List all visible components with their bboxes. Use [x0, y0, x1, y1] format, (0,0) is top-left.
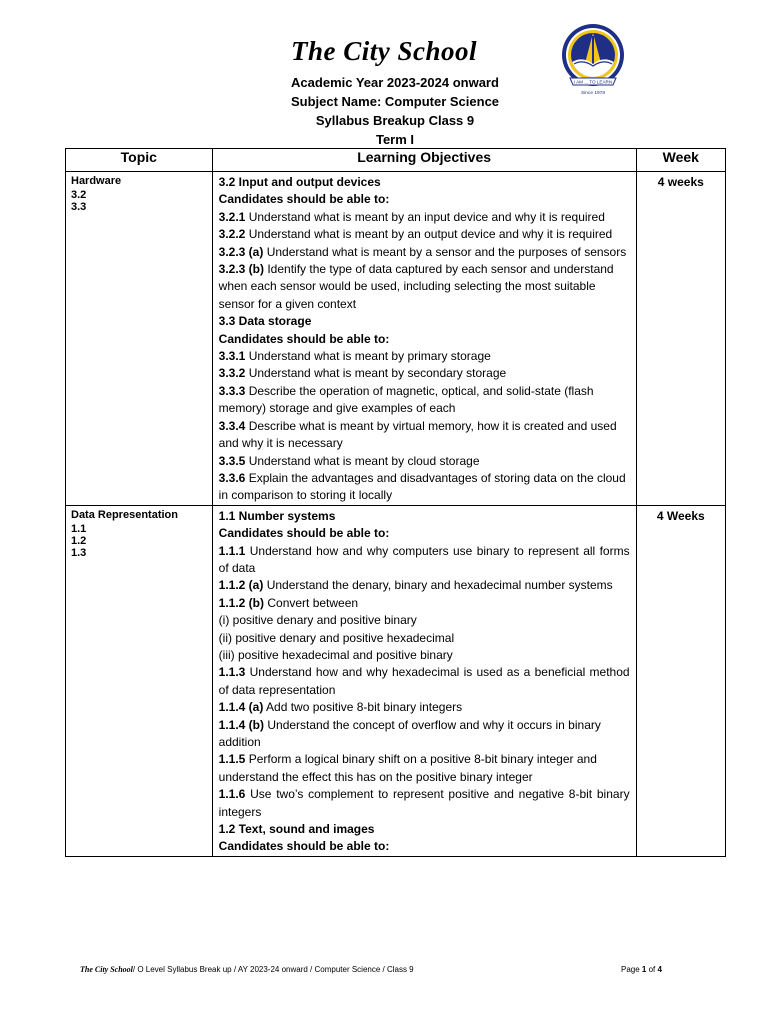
- topic-name: Data Representation: [71, 508, 178, 521]
- objective-text: Identify the type of data captured by each sensor and understand when each sensor would be used, including selecting the most suitable sensor for a given context: [218, 262, 614, 311]
- objective-text: Perform a logical binary shift on a positive 8-bit binary integer and understand the effect this has on the positive binary integer: [218, 752, 597, 784]
- objective-code: 3.3.3: [218, 383, 246, 398]
- objective-heading: [219, 525, 630, 542]
- objective-code: Candidates should be able to:: [218, 331, 390, 346]
- objective-text: Understand what is meant by an output device and why it is required: [245, 227, 613, 242]
- objective-text: Convert between: [264, 595, 359, 610]
- syllabus-table: [65, 148, 726, 857]
- objective-code: 3.2.3 (b): [218, 262, 265, 277]
- topic-code: 3.2: [71, 189, 87, 201]
- school-title: The City School: [290, 36, 477, 66]
- objective-text: Understand how and why computers use binary to represent all forms of data: [218, 543, 630, 575]
- objective-item: [219, 470, 630, 505]
- objective-item: [219, 612, 630, 629]
- objective-code: 1.1.4 (b): [218, 717, 265, 732]
- objective-item: [219, 786, 630, 821]
- objective-code: 3.3.4: [218, 418, 246, 433]
- week-header: Week: [636, 149, 725, 172]
- table-body: [66, 172, 726, 857]
- objective-item: [219, 261, 630, 313]
- subject-name: Subject Name: Computer Science: [290, 94, 500, 109]
- topic-header: Topic: [66, 149, 213, 172]
- objective-item: [219, 717, 630, 752]
- objective-heading: [219, 821, 630, 838]
- objective-text: Understand the concept of overflow and why it occurs in binary addition: [218, 717, 601, 749]
- objective-code: 3.3.1: [218, 349, 246, 364]
- objective-text: Add two positive 8-bit binary integers: [263, 700, 463, 715]
- objective-code: 3.3.6: [218, 470, 246, 485]
- topic-code: 1.3: [71, 546, 87, 559]
- objective-code: 1.2 Text, sound and images: [218, 822, 375, 837]
- objective-code: 1.1 Number systems: [218, 508, 336, 523]
- objective-code: 1.1.5: [218, 752, 246, 767]
- footer: [80, 965, 680, 974]
- academic-year: Academic Year 2023-2024 onward: [291, 75, 499, 90]
- objective-code: 1.1.2 (b): [218, 595, 265, 610]
- objective-item: [219, 209, 630, 226]
- objective-item: [219, 365, 630, 382]
- objective-text: (iii) positive hexadecimal and positive binary: [218, 647, 453, 662]
- objective-heading: [219, 838, 630, 855]
- syllabus-breakup: Syllabus Breakup Class 9: [315, 113, 475, 128]
- objective-heading: [219, 174, 630, 191]
- objective-text: (i) positive denary and positive binary: [218, 613, 417, 628]
- objective-code: 1.1.4 (a): [218, 700, 264, 715]
- objective-item: [219, 348, 630, 365]
- objective-code: 3.2 Input and output devices: [218, 175, 381, 189]
- objective-item: [219, 383, 630, 418]
- topic-cell: [66, 505, 213, 856]
- week-cell: 4 weeks: [636, 172, 725, 506]
- objective-heading: [219, 191, 630, 208]
- objective-heading: [219, 331, 630, 348]
- objective-code: Candidates should be able to:: [218, 526, 390, 541]
- objective-item: [219, 577, 630, 594]
- footer-school: The City School: [80, 965, 133, 974]
- objective-text: Understand what is meant by secondary storage: [245, 366, 507, 381]
- objective-heading: [219, 313, 630, 330]
- objective-item: [219, 699, 630, 716]
- objectives-cell: [212, 505, 636, 856]
- objective-item: [219, 418, 630, 453]
- objective-text: (ii) positive denary and positive hexadecimal: [218, 630, 455, 645]
- table-row: [66, 172, 726, 506]
- objective-text: Describe what is meant by virtual memory, how it is created and used and why it is necessary: [218, 418, 617, 451]
- objective-item: [219, 630, 630, 647]
- objective-code: 3.2.2: [218, 227, 246, 242]
- footer-text: / O Level Syllabus Break up / AY 2023-24 onward / Computer Science / Class 9: [132, 965, 414, 974]
- table-row: [66, 505, 726, 856]
- topic-cell: [66, 172, 213, 506]
- logo-motto: I AM ... TO LEARN: [573, 79, 613, 85]
- objectives-cell: [212, 172, 636, 506]
- objective-text: Understand what is meant by primary storage: [245, 349, 491, 364]
- topic-code: 3.3: [71, 201, 87, 213]
- objective-code: 1.1.1: [218, 543, 246, 558]
- objectives-header: Learning Objectives: [212, 149, 636, 172]
- objective-code: 1.1.6: [218, 787, 246, 802]
- objective-code: 3.3 Data storage: [218, 314, 312, 329]
- objective-text: Understand the denary, binary and hexadecimal number systems: [263, 578, 613, 593]
- objective-text: Describe the operation of magnetic, optical, and solid-state (flash memory) storage and give examples of each: [218, 383, 594, 416]
- page-number: Page 1 of 4: [621, 965, 662, 974]
- topic-code: 1.2: [71, 534, 87, 547]
- objective-code: 1.1.3: [218, 665, 246, 680]
- topic-name: Hardware: [71, 175, 122, 187]
- objective-code: Candidates should be able to:: [218, 192, 390, 207]
- objective-text: Understand how and why hexadecimal is used as a beneficial method of data representation: [218, 665, 630, 697]
- objective-code: 3.2.3 (a): [218, 244, 264, 259]
- week-cell: 4 Weeks: [636, 505, 725, 856]
- objective-text: Explain the advantages and disadvantages of storing data on the cloud in comparison to storing it locally: [218, 470, 626, 503]
- logo-since: Since 1978: [580, 91, 606, 96]
- objective-code: 3.2.1: [218, 209, 246, 224]
- table-header-row: [66, 149, 726, 172]
- objective-text: Understand what is meant by an input device and why it is required: [245, 209, 605, 224]
- objective-item: [219, 226, 630, 243]
- objective-item: [219, 647, 630, 664]
- objective-text: Understand what is meant by cloud storage: [245, 453, 480, 468]
- objective-heading: [219, 508, 630, 525]
- document-header: [0, 0, 768, 150]
- topic-code: 1.1: [71, 522, 87, 535]
- term-label: Term I: [375, 132, 415, 147]
- objective-item: [219, 453, 630, 470]
- school-logo-icon: [558, 22, 628, 102]
- objective-item: [219, 751, 630, 786]
- objective-text: Use two’s complement to represent positive and negative 8-bit binary integers: [218, 787, 630, 819]
- objective-item: [219, 664, 630, 699]
- objective-code: 3.3.5: [218, 453, 246, 468]
- objective-code: Candidates should be able to:: [218, 839, 390, 854]
- objective-item: [219, 244, 630, 261]
- objective-item: [219, 543, 630, 578]
- objective-code: 3.3.2: [218, 366, 246, 381]
- objective-item: [219, 595, 630, 612]
- objective-code: 1.1.2 (a): [218, 578, 264, 593]
- objective-text: Understand what is meant by a sensor and the purposes of sensors: [263, 244, 627, 259]
